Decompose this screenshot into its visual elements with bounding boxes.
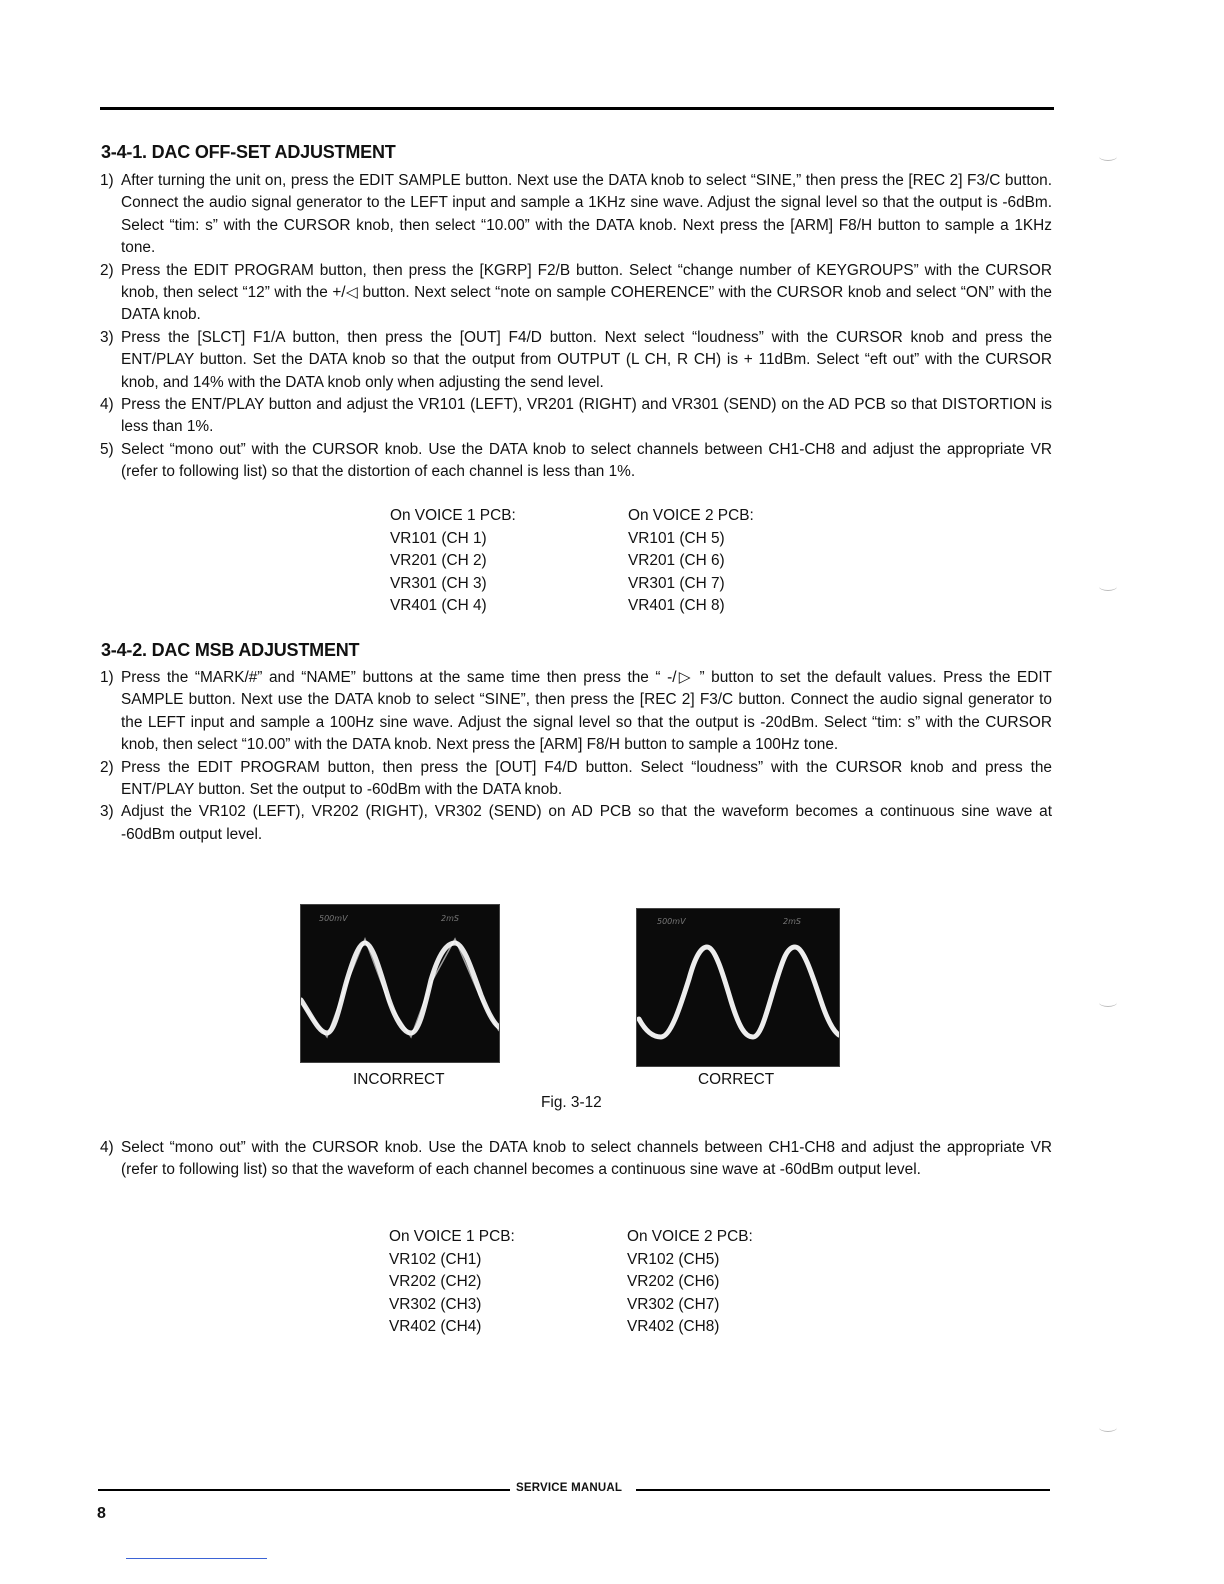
table-cell: VR301 (CH 7) xyxy=(628,574,725,592)
table-heading: On VOICE 2 PCB: xyxy=(628,507,754,524)
table-cell: VR302 (CH7) xyxy=(627,1295,720,1313)
scope-image-correct xyxy=(636,908,840,1067)
correct-waveform xyxy=(637,909,839,1066)
table-heading: On VOICE 1 PCB: xyxy=(389,1228,515,1245)
footer-label: SERVICE MANUAL xyxy=(516,1482,623,1494)
table-cell: VR301 (CH 3) xyxy=(390,574,487,592)
page-number: 8 xyxy=(97,1505,106,1522)
margin-mark xyxy=(1099,152,1117,161)
margin-mark xyxy=(1099,998,1117,1007)
margin-mark xyxy=(1099,1423,1117,1432)
list-item: 1) After turning the unit on, press the EDIT SAMPLE button. Next use the DATA knob to select “SINE,” then press the [REC 2] F3/C button. Connect the audio signal generator to the LEFT input and sample a 1KHz sine wave. Adjust the signal level so that the output is -6dBm. Select “tim: s” with the CURSOR knob, then select “10.00” with the DATA knob. Next press the [ARM] F8/H button to sample a 1KHz tone. xyxy=(100,172,1052,257)
table-cell: VR402 (CH8) xyxy=(627,1318,720,1336)
table-cell: VR201 (CH 2) xyxy=(390,552,487,570)
scope-volt-label: 500mV xyxy=(657,917,686,926)
table-cell: VR401 (CH 4) xyxy=(390,597,487,615)
figure-label: Fig. 3-12 xyxy=(541,1094,602,1111)
table-cell: VR401 (CH 8) xyxy=(628,597,725,615)
top-rule xyxy=(100,107,1054,110)
list-item: 2) Press the EDIT PROGRAM button, then press the [OUT] F4/D button. Select “loudness” with the CURSOR knob and press the ENT/PLAY button. Set the output to -60dBm with the DATA knob. xyxy=(100,758,1052,799)
caption-correct: CORRECT xyxy=(698,1071,775,1088)
table-cell: VR101 (CH 1) xyxy=(390,529,487,547)
list-item: 4) Press the ENT/PLAY button and adjust the VR101 (LEFT), VR201 (RIGHT) and VR301 (SEND) on the AD PCB so that DISTORTION is less than 1%. xyxy=(100,396,1052,436)
bottom-link-underline xyxy=(126,1558,267,1559)
list-item: 2) Press the EDIT PROGRAM button, then press the [KGRP] F2/B button. Select “change number of KEYGROUPS” with the CURSOR knob, then select “12” with the +/◁ button. Next select “note on sample COHERENCE” with the CURSOR knob and select “ON” with the DATA knob. xyxy=(100,261,1052,324)
table-cell: VR302 (CH3) xyxy=(389,1295,482,1313)
footer-rule-right xyxy=(636,1489,1050,1491)
scope-time-label: 2mS xyxy=(441,914,459,923)
table-cell: VR402 (CH4) xyxy=(389,1318,482,1336)
list-item: 5) Select “mono out” with the CURSOR knob. Use the DATA knob to select channels between CH1-CH8 and adjust the appropriate VR (refer to following list) so that the distortion of each channel is less than 1%. xyxy=(100,440,1052,481)
section1-steps xyxy=(100,170,1052,484)
voice1-column xyxy=(390,505,516,618)
list-item: 1) Press the “MARK/#” and “NAME” buttons at the same time then press the “ -/▷ ” button to set the default values. Press the EDIT SAMPLE button. Next use the DATA knob to select “SINE”, then press the [REC 2] F3/C button. Connect the audio signal generator to the LEFT input and sample a 100Hz sine wave. Adjust the signal level so that the output is -20dBm. Select “tim: s” with the CURSOR knob, then select “10.00” with the DATA knob. Next press the [ARM] F8/H button to sample a 100Hz tone. xyxy=(100,669,1052,754)
section2-steps xyxy=(100,667,1052,846)
vr-table-offset xyxy=(390,505,790,625)
table-heading: On VOICE 1 PCB: xyxy=(390,507,516,524)
incorrect-waveform xyxy=(301,905,499,1062)
voice2-column xyxy=(627,1226,753,1339)
caption-incorrect: INCORRECT xyxy=(353,1071,445,1088)
voice2-column xyxy=(628,505,754,618)
list-item: 4) Select “mono out” with the CURSOR knob. Use the DATA knob to select channels between CH1-CH8 and adjust the appropriate VR (refer to following list) so that the waveform of each channel becomes a continuous sine wave at -60dBm output level. xyxy=(100,1139,1052,1179)
section2-step4 xyxy=(100,1137,1052,1182)
table-cell: VR102 (CH5) xyxy=(627,1250,720,1268)
table-cell: VR202 (CH2) xyxy=(389,1273,482,1291)
list-item: 3) Press the [SLCT] F1/A button, then press the [OUT] F4/D button. Next select “loudness” with the CURSOR knob and press the ENT/PLAY button. Set the DATA knob so that the output from OUTPUT (L CH, R CH) is + 11dBm. Select “eft out” with the CURSOR knob, and 14% with the DATA knob only when adjusting the send level. xyxy=(100,328,1052,391)
section-title-dac-offset: 3-4-1. DAC OFF-SET ADJUSTMENT xyxy=(101,142,396,162)
table-heading: On VOICE 2 PCB: xyxy=(627,1228,753,1245)
scope-time-label: 2mS xyxy=(783,917,801,926)
table-cell: VR201 (CH 6) xyxy=(628,552,725,570)
footer-rule-left xyxy=(98,1489,510,1491)
list-item: 3) Adjust the VR102 (LEFT), VR202 (RIGHT), VR302 (SEND) on AD PCB so that the waveform becomes a continuous sine wave at -60dBm output level. xyxy=(100,803,1052,843)
scope-volt-label: 500mV xyxy=(319,914,348,923)
section-title-dac-msb: 3-4-2. DAC MSB ADJUSTMENT xyxy=(101,640,360,660)
vr-table-msb xyxy=(389,1226,789,1346)
table-cell: VR101 (CH 5) xyxy=(628,529,725,547)
table-cell: VR102 (CH1) xyxy=(389,1250,482,1268)
margin-mark xyxy=(1099,582,1117,591)
voice1-column xyxy=(389,1226,515,1339)
scope-image-incorrect xyxy=(300,904,500,1063)
table-cell: VR202 (CH6) xyxy=(627,1273,720,1291)
